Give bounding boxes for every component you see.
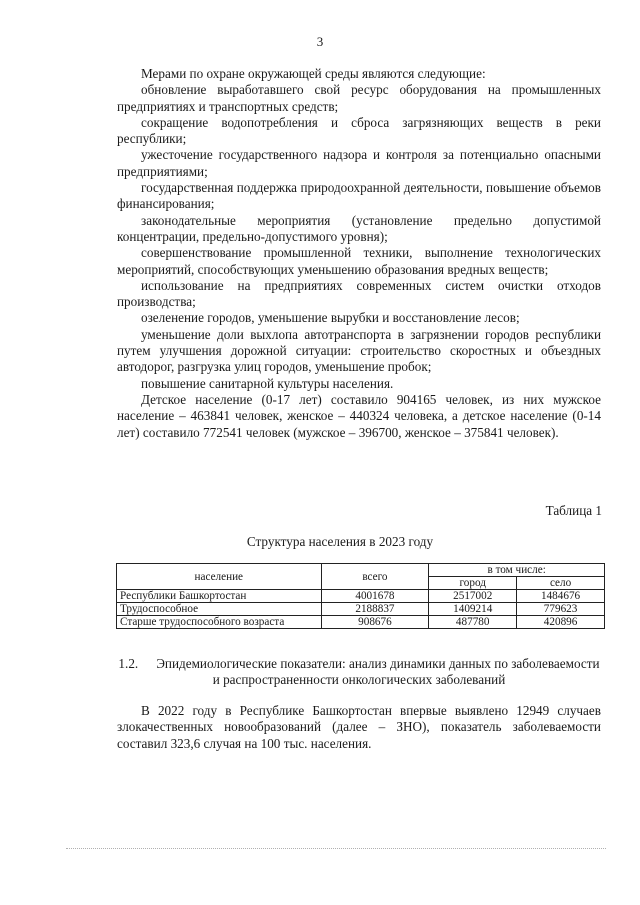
row-city: 2517002 <box>429 590 517 603</box>
row-city: 1409214 <box>429 603 517 616</box>
section-title: Эпидемиологические показатели: анализ динамики данных по заболеваемости и распространенности онкологических заболеваний <box>156 656 600 688</box>
table-row <box>117 590 605 603</box>
page-number: 3 <box>316 34 324 49</box>
paragraph-child-population: Детское население (0-17 лет) составило 904165 человек, из них мужское население – 463841 человек, женское – 440324 человека, а детское население (0-14 лет) составило 772541 человек (мужское – 396700, женское – 375841 человек). <box>117 391 601 440</box>
header-including: в том числе: <box>429 564 605 577</box>
body-text <box>117 66 601 441</box>
row-village: 1484676 <box>517 590 605 603</box>
table-title: Структура населения в 2023 году <box>246 534 434 549</box>
row-city: 487780 <box>429 616 517 629</box>
paragraph-state-support: государственная поддержка природоохранной деятельности, повышение объемов финансирования; <box>117 180 601 212</box>
row-name: Трудоспособное <box>117 603 322 616</box>
row-total: 908676 <box>321 616 429 629</box>
paragraph-exhaust-reduction: уменьшение доли выхлопа автотранспорта в загрязнении городов республики путем улучшения дорожной ситуации: строительство скоростных и объездных автодорог, разгрузка улиц городов, уменьшение пробок; <box>117 326 601 375</box>
paragraph-incidence: В 2022 году в Республике Башкортостан впервые выявлено 12949 случаев злокачественных новообразований (далее – ЗНО), показатель заболеваемости составил 323,6 случая на 100 тыс. населения. <box>117 703 601 751</box>
header-total: всего <box>321 564 429 590</box>
table-row <box>117 603 605 616</box>
paragraph-sanitary-culture: повышение санитарной культуры населения. <box>141 375 394 391</box>
paragraph-state-supervision: ужесточение государственного надзора и контроля за потенциально опасными предприятиями; <box>117 147 601 179</box>
table-row <box>117 616 605 629</box>
section-number: 1.2. <box>118 656 139 671</box>
paragraph-legislative-measures: законодательные мероприятия (установление предельно допустимой концентрации, предельно-допустимого уровня); <box>117 212 601 244</box>
section-heading <box>117 656 601 689</box>
paragraph-greening: озеленение городов, уменьшение вырубки и восстановление лесов; <box>141 310 520 326</box>
row-total: 4001678 <box>321 590 429 603</box>
row-total: 2188837 <box>321 603 429 616</box>
paragraph-waste-treatment: использование на предприятиях современных систем очистки отходов производства; <box>117 277 601 310</box>
table-label: Таблица 1 <box>545 503 602 518</box>
row-name: Старше трудоспособного возраста <box>117 616 322 629</box>
header-city: город <box>429 577 517 590</box>
header-village: село <box>517 577 605 590</box>
row-village: 420896 <box>517 616 605 629</box>
scan-artifact-line <box>66 848 606 849</box>
header-population: население <box>117 564 322 590</box>
population-table <box>116 563 605 629</box>
row-name: Республики Башкортостан <box>117 590 322 603</box>
row-village: 779623 <box>517 603 605 616</box>
paragraph-technology-improvement: совершенствование промышленной техники, выполнение технологических мероприятий, способствующих уменьшению образования вредных веществ; <box>117 245 601 277</box>
table-header-row <box>117 564 605 577</box>
paragraph-measures-intro: Мерами по охране окружающей среды являются следующие: <box>141 66 486 81</box>
paragraph-water-reduction: сокращение водопотребления и сброса загрязняющих веществ в реки республики; <box>117 114 601 147</box>
paragraph-equipment-update: обновление выработавшего свой ресурс оборудования на промышленных предприятиях и транспортных средств; <box>117 82 601 114</box>
